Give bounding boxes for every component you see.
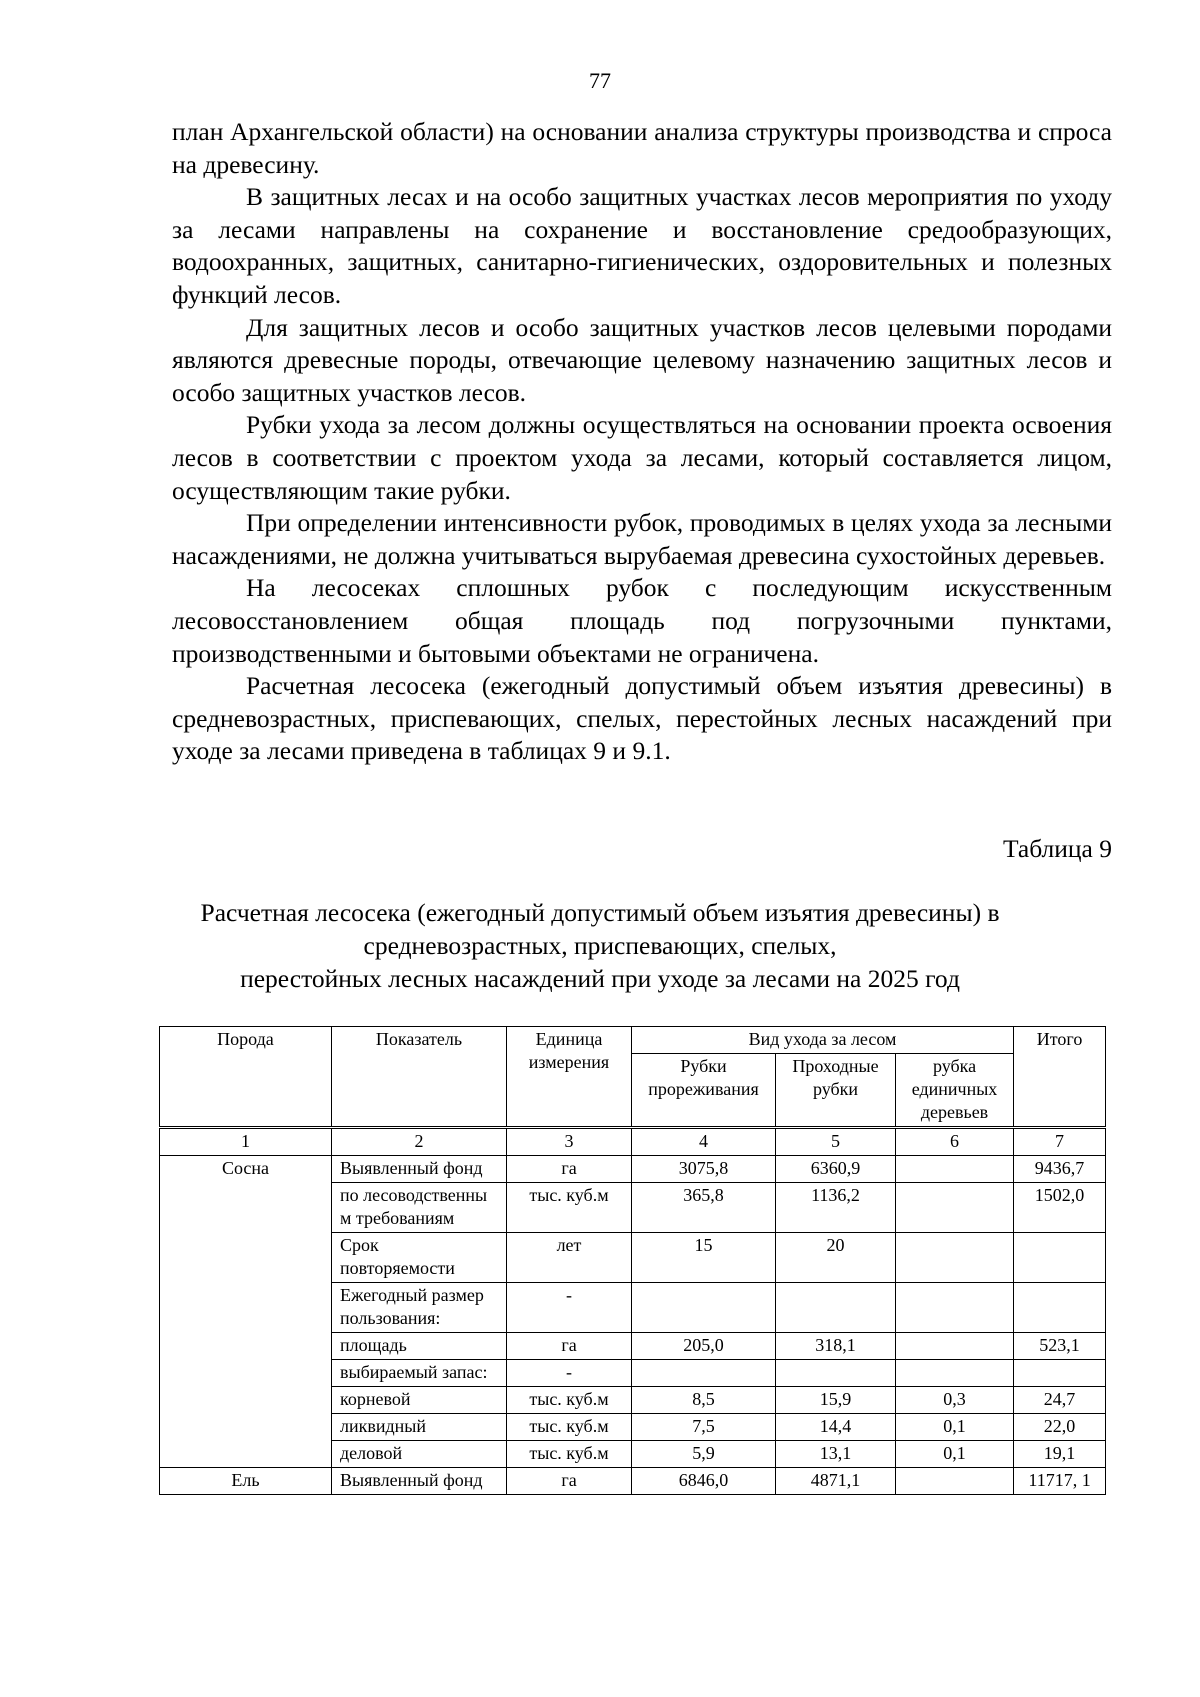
cell-thinning: 3075,8 bbox=[632, 1156, 776, 1183]
column-number: 6 bbox=[896, 1128, 1014, 1156]
cell-total bbox=[1014, 1233, 1106, 1283]
cell-unit: тыс. куб.м bbox=[507, 1441, 632, 1468]
cell-passage: 20 bbox=[776, 1233, 896, 1283]
column-number: 1 bbox=[160, 1128, 332, 1156]
table-row bbox=[160, 1156, 1106, 1183]
header-passage: Проходные рубки bbox=[776, 1054, 896, 1128]
cell-passage: 318,1 bbox=[776, 1333, 896, 1360]
column-number: 4 bbox=[632, 1128, 776, 1156]
table-title bbox=[150, 896, 1050, 995]
cell-total bbox=[1014, 1360, 1106, 1387]
paragraph: В защитных лесах и на особо защитных участках лесов мероприятия по уходу за лесами направлены на сохранение и восстановление средообразующих, водоохранных, защитных, санитарно-гигиенических, оздоровительных и полезных функций лесов. bbox=[172, 182, 1112, 309]
column-number-row bbox=[160, 1128, 1106, 1156]
cell-unit: - bbox=[507, 1360, 632, 1387]
cell-species: Сосна bbox=[160, 1156, 332, 1468]
column-number: 3 bbox=[507, 1128, 632, 1156]
cell-unit: тыс. куб.м bbox=[507, 1183, 632, 1233]
cell-thinning bbox=[632, 1360, 776, 1387]
cell-passage: 6360,9 bbox=[776, 1156, 896, 1183]
cell-total: 11717, 1 bbox=[1014, 1468, 1106, 1495]
cell-indicator: корневой bbox=[332, 1387, 507, 1414]
cell-unit: тыс. куб.м bbox=[507, 1387, 632, 1414]
cell-indicator: Выявленный фонд bbox=[332, 1156, 507, 1183]
cell-species: Ель bbox=[160, 1468, 332, 1495]
cell-unit: лет bbox=[507, 1233, 632, 1283]
cell-indicator: деловой bbox=[332, 1441, 507, 1468]
table-row bbox=[160, 1468, 1106, 1495]
table-title-line: перестойных лесных насаждений при уходе за лесами на 2025 год bbox=[240, 964, 960, 993]
header-unit: Единица измерения bbox=[507, 1027, 632, 1128]
header-species: Порода bbox=[160, 1027, 332, 1128]
cell-passage: 13,1 bbox=[776, 1441, 896, 1468]
cell-total: 24,7 bbox=[1014, 1387, 1106, 1414]
cell-indicator: по лесоводственны м требованиям bbox=[332, 1183, 507, 1233]
cell-total: 523,1 bbox=[1014, 1333, 1106, 1360]
paragraph: Для защитных лесов и особо защитных участков лесов целевыми породами являются древесные породы, отвечающие целевому назначению защитных лесов и особо защитных участков лесов. bbox=[172, 312, 1112, 407]
cell-unit: га bbox=[507, 1468, 632, 1495]
cell-thinning: 365,8 bbox=[632, 1183, 776, 1233]
cell-passage: 14,4 bbox=[776, 1414, 896, 1441]
table-label: Таблица 9 bbox=[1002, 834, 1112, 863]
cell-single-trees: 0,1 bbox=[896, 1414, 1014, 1441]
cell-single-trees bbox=[896, 1468, 1014, 1495]
cell-single-trees bbox=[896, 1283, 1014, 1333]
paragraph: Рубки ухода за лесом должны осуществляться на основании проекта освоения лесов в соответствии с проектом ухода за лесами, который составляется лицом, осуществляющим такие рубки. bbox=[172, 410, 1112, 505]
body-text bbox=[172, 116, 1112, 768]
cell-passage bbox=[776, 1283, 896, 1333]
column-number: 5 bbox=[776, 1128, 896, 1156]
table-title-line: средневозрастных, приспевающих, спелых, bbox=[363, 931, 837, 960]
page-number: 77 bbox=[589, 68, 611, 93]
cell-total: 19,1 bbox=[1014, 1441, 1106, 1468]
cell-thinning bbox=[632, 1283, 776, 1333]
cell-single-trees: 0,3 bbox=[896, 1387, 1014, 1414]
cell-total: 22,0 bbox=[1014, 1414, 1106, 1441]
paragraph: план Архангельской области) на основании анализа структуры производства и спроса на древесину. bbox=[172, 117, 1112, 179]
cell-single-trees bbox=[896, 1233, 1014, 1283]
cell-indicator: Срок повторяемости bbox=[332, 1233, 507, 1283]
header-total: Итого bbox=[1014, 1027, 1106, 1128]
cell-single-trees bbox=[896, 1360, 1014, 1387]
cell-unit: - bbox=[507, 1283, 632, 1333]
cell-single-trees bbox=[896, 1156, 1014, 1183]
cell-single-trees: 0,1 bbox=[896, 1441, 1014, 1468]
cell-single-trees bbox=[896, 1183, 1014, 1233]
cell-passage bbox=[776, 1360, 896, 1387]
header-care-type: Вид ухода за лесом bbox=[632, 1027, 1014, 1054]
cell-total bbox=[1014, 1283, 1106, 1333]
cell-thinning: 15 bbox=[632, 1233, 776, 1283]
cell-single-trees bbox=[896, 1333, 1014, 1360]
header-indicator: Показатель bbox=[332, 1027, 507, 1128]
cell-passage: 1136,2 bbox=[776, 1183, 896, 1233]
cell-indicator: площадь bbox=[332, 1333, 507, 1360]
cell-thinning: 5,9 bbox=[632, 1441, 776, 1468]
cell-unit: тыс. куб.м bbox=[507, 1414, 632, 1441]
cell-unit: га bbox=[507, 1156, 632, 1183]
cell-thinning: 7,5 bbox=[632, 1414, 776, 1441]
cell-unit: га bbox=[507, 1333, 632, 1360]
cell-thinning: 6846,0 bbox=[632, 1468, 776, 1495]
paragraph: При определении интенсивности рубок, проводимых в целях ухода за лесными насаждениями, не должна учитываться вырубаемая древесина сухостойных деревьев. bbox=[172, 508, 1112, 570]
paragraph: Расчетная лесосека (ежегодный допустимый объем изъятия древесины) в средневозрастных, приспевающих, спелых, перестойных лесных насаждений при уходе за лесами приведена в таблицах 9 и 9.1. bbox=[172, 671, 1112, 766]
cell-indicator: Ежегодный размер пользования: bbox=[332, 1283, 507, 1333]
cell-indicator: выбираемый запас: bbox=[332, 1360, 507, 1387]
cell-thinning: 8,5 bbox=[632, 1387, 776, 1414]
cell-indicator: ликвидный bbox=[332, 1414, 507, 1441]
paragraph: На лесосеках сплошных рубок с последующим искусственным лесовосстановлением общая площадь под погрузочными пунктами, производственными и бытовыми объектами не ограничена. bbox=[172, 573, 1112, 668]
column-number: 7 bbox=[1014, 1128, 1106, 1156]
forest-care-table bbox=[159, 1026, 1106, 1495]
table-header-row bbox=[160, 1027, 1106, 1054]
cell-total: 1502,0 bbox=[1014, 1183, 1106, 1233]
cell-indicator: Выявленный фонд bbox=[332, 1468, 507, 1495]
table-title-line: Расчетная лесосека (ежегодный допустимый объем изъятия древесины) в bbox=[200, 898, 1000, 927]
header-thinning: Рубки прореживания bbox=[632, 1054, 776, 1128]
column-number: 2 bbox=[332, 1128, 507, 1156]
cell-total: 9436,7 bbox=[1014, 1156, 1106, 1183]
cell-passage: 4871,1 bbox=[776, 1468, 896, 1495]
cell-thinning: 205,0 bbox=[632, 1333, 776, 1360]
header-single-trees: рубка единичных деревьев bbox=[896, 1054, 1014, 1128]
cell-passage: 15,9 bbox=[776, 1387, 896, 1414]
